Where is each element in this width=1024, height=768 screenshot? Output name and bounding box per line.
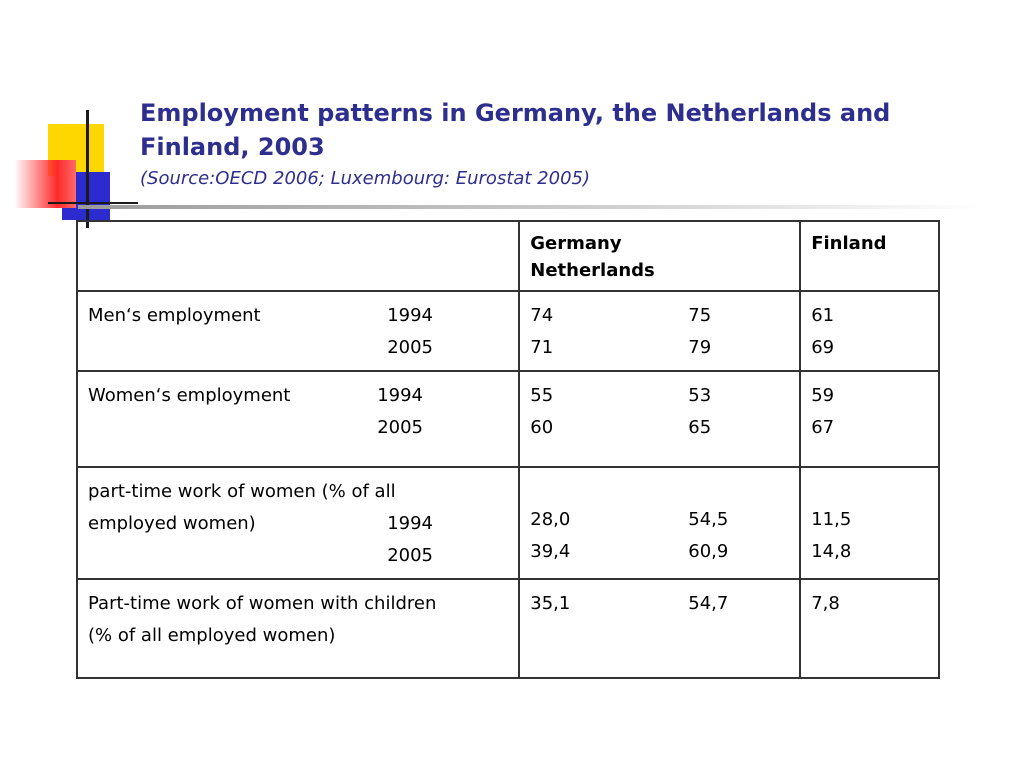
netherlands-value: 54,5 xyxy=(688,509,729,530)
germany-value: 39,4 xyxy=(530,541,571,562)
table-row xyxy=(77,579,939,678)
table-row xyxy=(77,467,939,579)
row-label-cell xyxy=(77,467,519,579)
header-empty-cell xyxy=(77,221,519,291)
year-label: 2005 xyxy=(377,417,423,438)
header-germany-netherlands xyxy=(519,221,800,291)
year-label: 1994 xyxy=(387,305,433,326)
year-label: 1994 xyxy=(387,513,433,534)
title-underline-rule xyxy=(78,205,983,209)
slide-subtitle: (Source:OECD 2006; Luxembourg: Eurostat 2005) xyxy=(140,168,591,189)
header-germany: Germany xyxy=(530,233,622,254)
finland-value: 69 xyxy=(811,337,835,358)
germany-value: 35,1 xyxy=(530,593,571,614)
netherlands-value: 54,7 xyxy=(688,593,729,614)
year-label: 1994 xyxy=(377,385,423,406)
vertical-line-decoration xyxy=(86,110,89,228)
netherlands-value: 53 xyxy=(688,385,712,406)
finland-value: 61 xyxy=(811,305,835,326)
netherlands-value: 75 xyxy=(688,305,712,326)
table-row xyxy=(77,371,939,467)
decorative-corner-graphic xyxy=(0,0,140,240)
finland-values xyxy=(800,467,939,579)
horizontal-line-decoration xyxy=(48,202,138,204)
germany-value: 71 xyxy=(530,337,554,358)
row-label: Women‘s employment xyxy=(88,385,291,406)
year-label: 2005 xyxy=(387,337,433,358)
row-label-line2: (% of all employed women) xyxy=(88,625,336,646)
netherlands-value: 60,9 xyxy=(688,541,729,562)
finland-value: 7,8 xyxy=(811,593,840,614)
finland-values xyxy=(800,371,939,467)
row-label-line1: Part-time work of women with children xyxy=(88,593,437,614)
row-label-line2: employed women) xyxy=(88,513,256,534)
finland-value: 59 xyxy=(811,385,835,406)
row-label-cell xyxy=(77,579,519,678)
employment-table xyxy=(76,220,940,679)
netherlands-value: 65 xyxy=(688,417,712,438)
finland-value: 11,5 xyxy=(811,509,852,530)
finland-values xyxy=(800,579,939,678)
year-label: 2005 xyxy=(387,545,433,566)
finland-value: 67 xyxy=(811,417,835,438)
germany-value: 60 xyxy=(530,417,554,438)
slide-title: Employment patterns in Germany, the Netherlands and Finland, 2003 xyxy=(140,99,891,161)
finland-values xyxy=(800,291,939,371)
row-label-cell xyxy=(77,371,519,467)
germany-value: 74 xyxy=(530,305,554,326)
red-gradient-decoration xyxy=(14,160,76,208)
row-label-line1: part-time work of women (% of all xyxy=(88,481,396,502)
germany-netherlands-values xyxy=(519,291,800,371)
row-label: Men‘s employment xyxy=(88,305,261,326)
germany-value: 28,0 xyxy=(530,509,571,530)
row-label-cell xyxy=(77,291,519,371)
germany-netherlands-values xyxy=(519,371,800,467)
header-netherlands: Netherlands xyxy=(530,260,655,281)
header-finland: Finland xyxy=(800,221,939,291)
table-row xyxy=(77,291,939,371)
finland-value: 14,8 xyxy=(811,541,852,562)
germany-value: 55 xyxy=(530,385,554,406)
germany-netherlands-values xyxy=(519,579,800,678)
table-header-row xyxy=(77,221,939,291)
germany-netherlands-values xyxy=(519,467,800,579)
netherlands-value: 79 xyxy=(688,337,712,358)
